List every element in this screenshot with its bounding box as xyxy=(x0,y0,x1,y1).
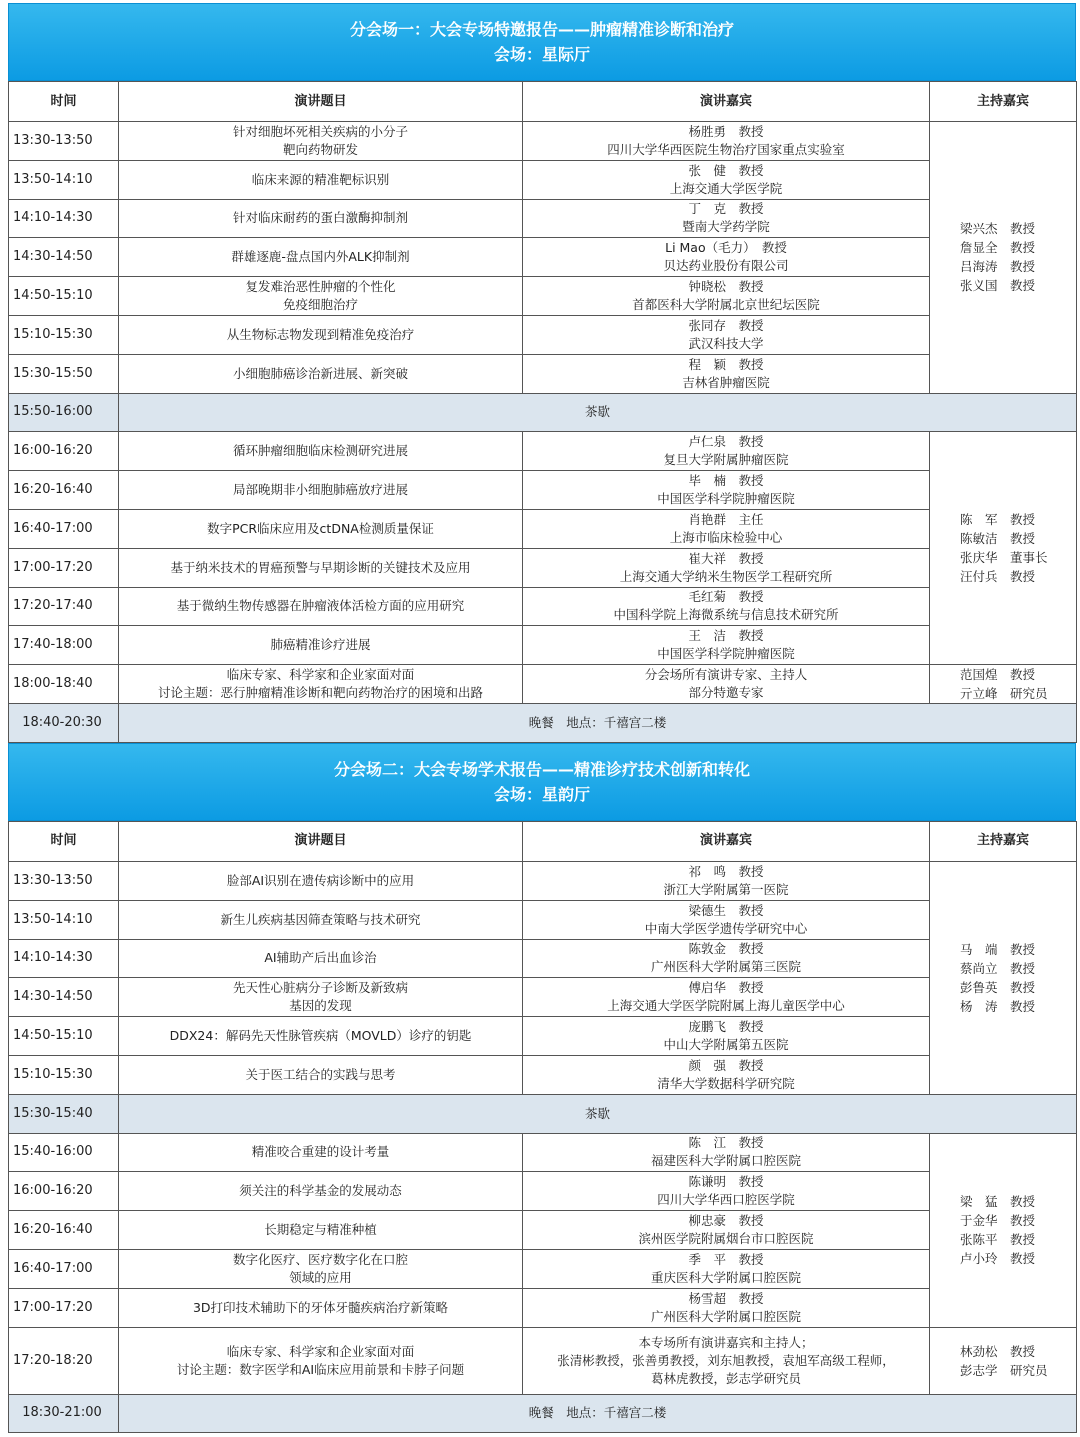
text-line: 免疫细胞治疗 xyxy=(282,297,358,313)
time-cell: 13:30-13:50 xyxy=(9,861,119,900)
text-line: 基于纳米技术的胃癌预警与早期诊断的关键技术及应用 xyxy=(170,559,471,575)
time-cell: 17:40-18:00 xyxy=(9,626,119,665)
table-row xyxy=(9,548,1077,587)
text-line: 广州医科大学附属第三医院 xyxy=(650,959,801,975)
topic-cell xyxy=(119,1055,523,1094)
text-line: 杨雪超 教授 xyxy=(688,1290,764,1306)
text-line: 循环肿瘤细胞临床检测研究进展 xyxy=(232,443,408,459)
speaker-cell xyxy=(523,626,930,665)
text-line: 滨州医学院附属烟台市口腔医院 xyxy=(638,1231,814,1247)
speaker-cell xyxy=(523,432,930,471)
speaker-cell xyxy=(523,277,930,316)
time-cell: 17:00-17:20 xyxy=(9,1288,119,1327)
text-line: 张同存 教授 xyxy=(688,317,764,333)
host-name: 陈敏洁 教授 xyxy=(960,531,1036,547)
host-name: 彭志学 研究员 xyxy=(960,1362,1048,1378)
time-cell: 18:40-20:30 xyxy=(9,704,119,743)
schedule-table xyxy=(8,821,1077,1433)
table-row xyxy=(9,1133,1077,1172)
table-row xyxy=(9,1017,1077,1056)
text-line: 靶向药物研发 xyxy=(282,141,358,157)
host-name: 杨 涛 教授 xyxy=(960,998,1036,1014)
time-cell: 15:40-16:00 xyxy=(9,1133,119,1172)
text-line: 季 平 教授 xyxy=(688,1251,764,1267)
text-line: 新生儿疾病基因筛查策略与技术研究 xyxy=(220,911,421,927)
speaker-cell xyxy=(523,900,930,939)
dinner-row xyxy=(9,704,1077,743)
time-cell: 17:00-17:20 xyxy=(9,548,119,587)
time-cell: 16:20-16:40 xyxy=(9,1211,119,1250)
time-cell: 14:50-15:10 xyxy=(9,277,119,316)
text-line: 讨论主题：恶行肿瘤精准诊断和靶向药物治疗的困境和出路 xyxy=(157,685,483,701)
banner-title: 分会场一：大会专场特邀报告——肿瘤精准诊断和治疗 xyxy=(349,20,734,39)
host-name: 吕海涛 教授 xyxy=(960,259,1036,275)
topic-cell xyxy=(119,199,523,238)
table-row xyxy=(9,238,1077,277)
host-cell xyxy=(930,122,1077,394)
topic-cell xyxy=(119,548,523,587)
text-line: AI辅助产后出血诊治 xyxy=(264,950,377,966)
text-line: 中南大学医学遗传学研究中心 xyxy=(644,920,808,936)
text-line: 临床专家、科学家和企业家面对面 xyxy=(226,1343,415,1359)
table-row xyxy=(9,1055,1077,1094)
dinner-label: 晚餐 地点：千禧宫二楼 xyxy=(119,704,1077,743)
session-banner xyxy=(8,3,1076,81)
table-row xyxy=(9,1211,1077,1250)
session-two xyxy=(8,743,1076,1433)
text-line: 重庆医科大学附属口腔医院 xyxy=(650,1269,801,1285)
session-banner xyxy=(8,743,1076,821)
time-cell: 15:10-15:30 xyxy=(9,315,119,354)
speaker-cell xyxy=(523,1172,930,1211)
text-line: 脸部AI识别在遗传病诊断中的应用 xyxy=(226,872,415,888)
text-line: 毕 楠 教授 xyxy=(688,473,764,489)
text-line: 祁 鸣 教授 xyxy=(688,863,764,879)
speaker-cell xyxy=(523,587,930,626)
speaker-cell xyxy=(523,471,930,510)
time-cell: 14:10-14:30 xyxy=(9,199,119,238)
speaker-cell xyxy=(523,548,930,587)
time-cell: 14:10-14:30 xyxy=(9,939,119,978)
text-line: 基因的发现 xyxy=(289,998,352,1014)
topic-cell xyxy=(119,160,523,199)
text-line: 四川大学华西医院生物治疗国家重点实验室 xyxy=(607,141,845,157)
time-cell: 16:00-16:20 xyxy=(9,1172,119,1211)
table-row xyxy=(9,122,1077,161)
topic-cell xyxy=(119,432,523,471)
text-line: 领域的应用 xyxy=(289,1269,352,1285)
text-line: 临床来源的精准靶标识别 xyxy=(251,171,390,187)
speaker-cell xyxy=(523,354,930,393)
topic-cell xyxy=(119,626,523,665)
host-cell xyxy=(930,665,1077,704)
header-time: 时间 xyxy=(9,821,119,861)
host-name: 张义国 教授 xyxy=(960,278,1036,294)
speaker-cell xyxy=(523,1055,930,1094)
text-line: 杨胜勇 教授 xyxy=(688,123,764,139)
topic-cell xyxy=(119,354,523,393)
text-line: 针对细胞坏死相关疾病的小分子 xyxy=(232,123,408,139)
time-cell: 18:00-18:40 xyxy=(9,665,119,704)
table-row xyxy=(9,471,1077,510)
text-line: DDX24：解码先天性脉管疾病（MOVLD）诊疗的钥匙 xyxy=(169,1028,472,1044)
topic-cell xyxy=(119,471,523,510)
table-row xyxy=(9,1288,1077,1327)
time-cell: 15:30-15:40 xyxy=(9,1094,119,1133)
text-line: 关于医工结合的实践与思考 xyxy=(245,1066,396,1082)
text-line: 颜 强 教授 xyxy=(688,1057,764,1073)
text-line: 复旦大学附属肿瘤医院 xyxy=(663,452,789,468)
text-line: 福建医科大学附属口腔医院 xyxy=(650,1153,801,1169)
topic-cell xyxy=(119,1327,523,1394)
topic-cell xyxy=(119,978,523,1017)
text-line: 吉林省肿瘤医院 xyxy=(682,374,770,390)
host-name: 汪付兵 教授 xyxy=(960,569,1036,585)
dinner-row xyxy=(9,1394,1077,1433)
time-cell: 14:30-14:50 xyxy=(9,238,119,277)
topic-cell xyxy=(119,509,523,548)
topic-cell xyxy=(119,587,523,626)
speaker-cell xyxy=(523,509,930,548)
text-line: 群雄逐鹿-盘点国内外ALK抑制剂 xyxy=(231,249,410,265)
text-line: 数字PCR临床应用及ctDNA检测质量保证 xyxy=(207,520,434,536)
speaker-cell xyxy=(523,199,930,238)
time-cell: 14:30-14:50 xyxy=(9,978,119,1017)
speaker-cell xyxy=(523,122,930,161)
table-row xyxy=(9,315,1077,354)
break-label: 茶歇 xyxy=(119,1094,1077,1133)
speaker-cell xyxy=(523,315,930,354)
text-line: 毛红菊 教授 xyxy=(688,589,764,605)
host-name: 张陈平 教授 xyxy=(960,1232,1036,1248)
text-line: 柳忠豪 教授 xyxy=(688,1213,764,1229)
text-line: 陈敦金 教授 xyxy=(688,941,764,957)
session-one xyxy=(8,3,1076,743)
text-line: 基于微纳生物传感器在肿瘤液体活检方面的应用研究 xyxy=(176,598,465,614)
header-host: 主持嘉宾 xyxy=(930,821,1077,861)
break-row xyxy=(9,1094,1077,1133)
table-row xyxy=(9,160,1077,199)
time-cell: 15:30-15:50 xyxy=(9,354,119,393)
host-name: 梁 猛 教授 xyxy=(960,1194,1036,1210)
schedule-page xyxy=(8,3,1076,1433)
time-cell: 17:20-18:20 xyxy=(9,1327,119,1394)
header-time: 时间 xyxy=(9,82,119,122)
topic-cell xyxy=(119,1017,523,1056)
time-cell: 16:00-16:20 xyxy=(9,432,119,471)
table-row xyxy=(9,277,1077,316)
text-line: 张 健 教授 xyxy=(688,162,764,178)
text-line: 武汉科技大学 xyxy=(688,335,764,351)
table-row xyxy=(9,626,1077,665)
table-row xyxy=(9,939,1077,978)
schedule-table xyxy=(8,81,1077,743)
text-line: 浙江大学附属第一医院 xyxy=(663,881,789,897)
banner-venue: 会场：星韵厅 xyxy=(493,784,590,804)
discussion-row xyxy=(9,1327,1077,1394)
topic-cell xyxy=(119,665,523,704)
table-row xyxy=(9,1249,1077,1288)
text-line: 中国医学科学院肿瘤医院 xyxy=(657,491,795,507)
time-cell: 16:20-16:40 xyxy=(9,471,119,510)
table-row xyxy=(9,432,1077,471)
speaker-cell xyxy=(523,939,930,978)
host-name: 于金华 教授 xyxy=(960,1213,1036,1229)
text-line: 临床专家、科学家和企业家面对面 xyxy=(226,667,415,683)
header-topic: 演讲题目 xyxy=(119,82,523,122)
text-line: 卢仁泉 教授 xyxy=(688,434,764,450)
host-name: 蔡尚立 教授 xyxy=(960,960,1036,976)
text-line: 贝达药业股份有限公司 xyxy=(663,258,789,274)
speaker-cell xyxy=(523,1211,930,1250)
time-cell: 18:30-21:00 xyxy=(9,1394,119,1433)
text-line: 讨论主题：数字医学和AI临床应用前景和卡脖子问题 xyxy=(176,1361,465,1377)
topic-cell xyxy=(119,1211,523,1250)
text-line: 张清彬教授，张善勇教授，刘东旭教授，袁旭军高级工程师， xyxy=(557,1352,895,1368)
time-cell: 15:10-15:30 xyxy=(9,1055,119,1094)
host-name: 亓立峰 研究员 xyxy=(960,686,1048,702)
text-line: 从生物标志物发现到精准免疫治疗 xyxy=(226,326,415,342)
text-line: Li Mao（毛力） 教授 xyxy=(665,240,787,256)
text-line: 广州医科大学附属口腔医院 xyxy=(650,1308,801,1324)
time-cell: 14:50-15:10 xyxy=(9,1017,119,1056)
text-line: 上海市临床检验中心 xyxy=(669,529,783,545)
table-row xyxy=(9,509,1077,548)
banner-venue: 会场：星际厅 xyxy=(493,45,590,64)
text-line: 针对临床耐药的蛋白激酶抑制剂 xyxy=(232,210,408,226)
text-line: 中国医学科学院肿瘤医院 xyxy=(657,646,795,662)
topic-cell xyxy=(119,238,523,277)
text-line: 上海交通大学纳米生物医学工程研究所 xyxy=(619,568,833,584)
text-line: 复发难治恶性肿瘤的个性化 xyxy=(245,279,396,295)
host-name: 范国煌 教授 xyxy=(960,667,1036,683)
topic-cell xyxy=(119,122,523,161)
text-line: 钟晓松 教授 xyxy=(688,279,764,295)
speaker-cell xyxy=(523,861,930,900)
text-line: 上海交通大学医学院 xyxy=(669,180,783,196)
text-line: 数字化医疗、医疗数字化在口腔 xyxy=(232,1251,408,1267)
speaker-cell xyxy=(523,160,930,199)
text-line: 本专场所有演讲嘉宾和主持人； xyxy=(638,1334,814,1350)
text-line: 上海交通大学医学院附属上海儿童医学中心 xyxy=(607,998,845,1014)
table-row xyxy=(9,1172,1077,1211)
text-line: 丁 克 教授 xyxy=(688,201,764,217)
speaker-cell xyxy=(523,665,930,704)
table-row xyxy=(9,861,1077,900)
text-line: 葛林虎教授，彭志学研究员 xyxy=(650,1370,801,1386)
speaker-cell xyxy=(523,1017,930,1056)
table-row xyxy=(9,900,1077,939)
host-name: 彭鲁英 教授 xyxy=(960,979,1036,995)
break-row xyxy=(9,393,1077,432)
host-cell xyxy=(930,1327,1077,1394)
text-line: 清华大学数据科学研究院 xyxy=(657,1075,795,1091)
text-line: 分会场所有演讲专家、主持人 xyxy=(644,667,808,683)
topic-cell xyxy=(119,1172,523,1211)
speaker-cell xyxy=(523,1249,930,1288)
host-cell xyxy=(930,432,1077,665)
text-line: 王 洁 教授 xyxy=(688,628,764,644)
topic-cell xyxy=(119,1288,523,1327)
host-name: 梁兴杰 教授 xyxy=(960,221,1036,237)
topic-cell xyxy=(119,939,523,978)
table-row xyxy=(9,199,1077,238)
topic-cell xyxy=(119,277,523,316)
time-cell: 15:50-16:00 xyxy=(9,393,119,432)
table-row xyxy=(9,354,1077,393)
time-cell: 13:50-14:10 xyxy=(9,160,119,199)
text-line: 程 颖 教授 xyxy=(688,356,764,372)
banner-title: 分会场二：大会专场学术报告——精准诊疗技术创新和转化 xyxy=(333,759,750,779)
host-name: 詹显全 教授 xyxy=(960,240,1036,256)
text-line: 庞鹏飞 教授 xyxy=(688,1019,764,1035)
speaker-cell xyxy=(523,978,930,1017)
text-line: 傅启华 教授 xyxy=(688,980,764,996)
host-name: 卢小玲 教授 xyxy=(960,1251,1036,1267)
text-line: 肺癌精准诊疗进展 xyxy=(270,637,371,653)
header-host: 主持嘉宾 xyxy=(930,82,1077,122)
text-line: 3D打印技术辅助下的牙体牙髓疾病治疗新策略 xyxy=(192,1299,449,1315)
text-line: 陈 江 教授 xyxy=(688,1135,764,1151)
host-cell xyxy=(930,1133,1077,1327)
topic-cell xyxy=(119,1249,523,1288)
header-speaker: 演讲嘉宾 xyxy=(523,82,930,122)
text-line: 崔大祥 教授 xyxy=(688,550,764,566)
time-cell: 16:40-17:00 xyxy=(9,1249,119,1288)
host-name: 张庆华 董事长 xyxy=(960,550,1048,566)
table-row xyxy=(9,978,1077,1017)
text-line: 肖艳群 主任 xyxy=(688,511,764,527)
topic-cell xyxy=(119,315,523,354)
speaker-cell xyxy=(523,1327,930,1394)
text-line: 精准咬合重建的设计考量 xyxy=(251,1144,390,1160)
text-line: 陈谦明 教授 xyxy=(688,1174,764,1190)
text-line: 须关注的科学基金的发展动态 xyxy=(239,1183,402,1199)
discussion-row xyxy=(9,665,1077,704)
speaker-cell xyxy=(523,238,930,277)
host-name: 马 端 教授 xyxy=(960,941,1036,957)
topic-cell xyxy=(119,1133,523,1172)
topic-cell xyxy=(119,900,523,939)
time-cell: 16:40-17:00 xyxy=(9,509,119,548)
text-line: 部分特邀专家 xyxy=(688,685,764,701)
time-cell: 13:30-13:50 xyxy=(9,122,119,161)
header-speaker: 演讲嘉宾 xyxy=(523,821,930,861)
host-name: 陈 军 教授 xyxy=(960,512,1036,528)
text-line: 先天性心脏病分子诊断及新致病 xyxy=(232,980,408,996)
text-line: 中国科学院上海微系统与信息技术研究所 xyxy=(613,607,839,623)
text-line: 暨南大学药学院 xyxy=(682,219,770,235)
time-cell: 13:50-14:10 xyxy=(9,900,119,939)
host-cell xyxy=(930,861,1077,1094)
dinner-label: 晚餐 地点：千禧宫二楼 xyxy=(119,1394,1077,1433)
text-line: 局部晚期非小细胞肺癌放疗进展 xyxy=(232,482,408,498)
text-line: 小细胞肺癌诊治新进展、新突破 xyxy=(232,365,408,381)
text-line: 首都医科大学附属北京世纪坛医院 xyxy=(632,297,820,313)
host-name: 林劲松 教授 xyxy=(960,1343,1036,1359)
time-cell: 17:20-17:40 xyxy=(9,587,119,626)
header-topic: 演讲题目 xyxy=(119,821,523,861)
text-line: 长期稳定与精准种植 xyxy=(264,1222,377,1238)
break-label: 茶歇 xyxy=(119,393,1077,432)
text-line: 中山大学附属第五医院 xyxy=(663,1037,789,1053)
text-line: 四川大学华西口腔医学院 xyxy=(657,1192,795,1208)
topic-cell xyxy=(119,861,523,900)
table-row xyxy=(9,587,1077,626)
speaker-cell xyxy=(523,1133,930,1172)
speaker-cell xyxy=(523,1288,930,1327)
text-line: 梁德生 教授 xyxy=(688,902,764,918)
